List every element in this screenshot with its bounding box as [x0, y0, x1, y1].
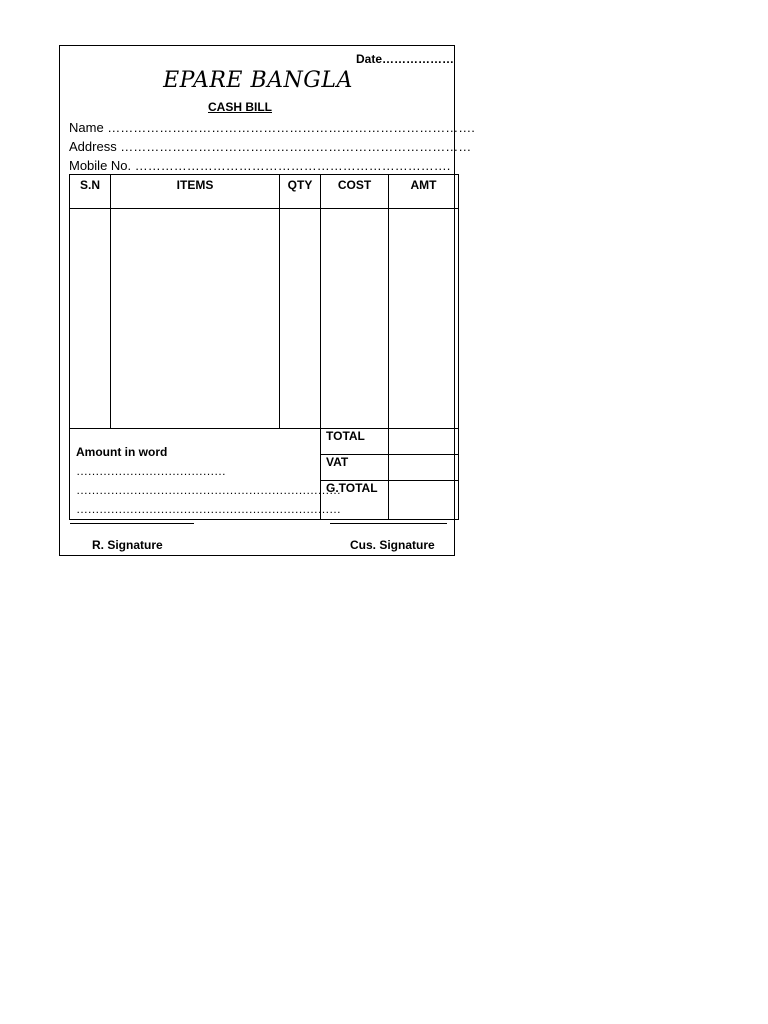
cost-cell[interactable]: [321, 209, 389, 429]
total-label: TOTAL: [321, 429, 389, 455]
qty-cell[interactable]: [280, 209, 321, 429]
header-sn: S.N: [70, 175, 111, 209]
amount-in-word-label: Amount in word: [76, 445, 168, 459]
header-cost: COST: [321, 175, 389, 209]
sn-cell[interactable]: [70, 209, 111, 429]
amount-dots: ……………………………………………………………: [76, 502, 341, 516]
customer-signature-line[interactable]: [330, 523, 447, 524]
table-row: [70, 209, 459, 429]
amt-cell[interactable]: [389, 209, 459, 429]
amount-dots: ……………………………………………………………: [76, 483, 341, 497]
header-amt: AMT: [389, 175, 459, 209]
total-row: [70, 429, 459, 455]
customer-mobile-field[interactable]: Mobile No. ……………………………………………………………….: [69, 158, 451, 173]
header-qty: QTY: [280, 175, 321, 209]
date-field[interactable]: Date………………: [356, 52, 455, 66]
customer-address-field[interactable]: Address ………………………………………………………………………: [69, 139, 472, 154]
cash-bill-form: [59, 45, 475, 556]
bill-type-heading: CASH BILL: [208, 100, 272, 114]
vat-label: VAT: [321, 454, 389, 480]
retailer-signature-line[interactable]: [70, 523, 194, 524]
grand-total-label: G.TOTAL: [321, 480, 389, 519]
header-items: ITEMS: [111, 175, 280, 209]
table-header-row: [70, 175, 459, 209]
customer-name-field[interactable]: Name ………………………………………………………………………….: [69, 120, 475, 135]
items-table: [69, 174, 459, 520]
company-name: EPARE BANGLA: [163, 68, 353, 93]
items-cell[interactable]: [111, 209, 280, 429]
grand-total-value-cell[interactable]: [389, 480, 459, 519]
retailer-signature-label: R. Signature: [92, 538, 163, 552]
vat-value-cell[interactable]: [389, 454, 459, 480]
customer-signature-label: Cus. Signature: [350, 538, 435, 552]
amount-dots: …………………………………: [76, 464, 226, 478]
total-value-cell[interactable]: [389, 429, 459, 455]
